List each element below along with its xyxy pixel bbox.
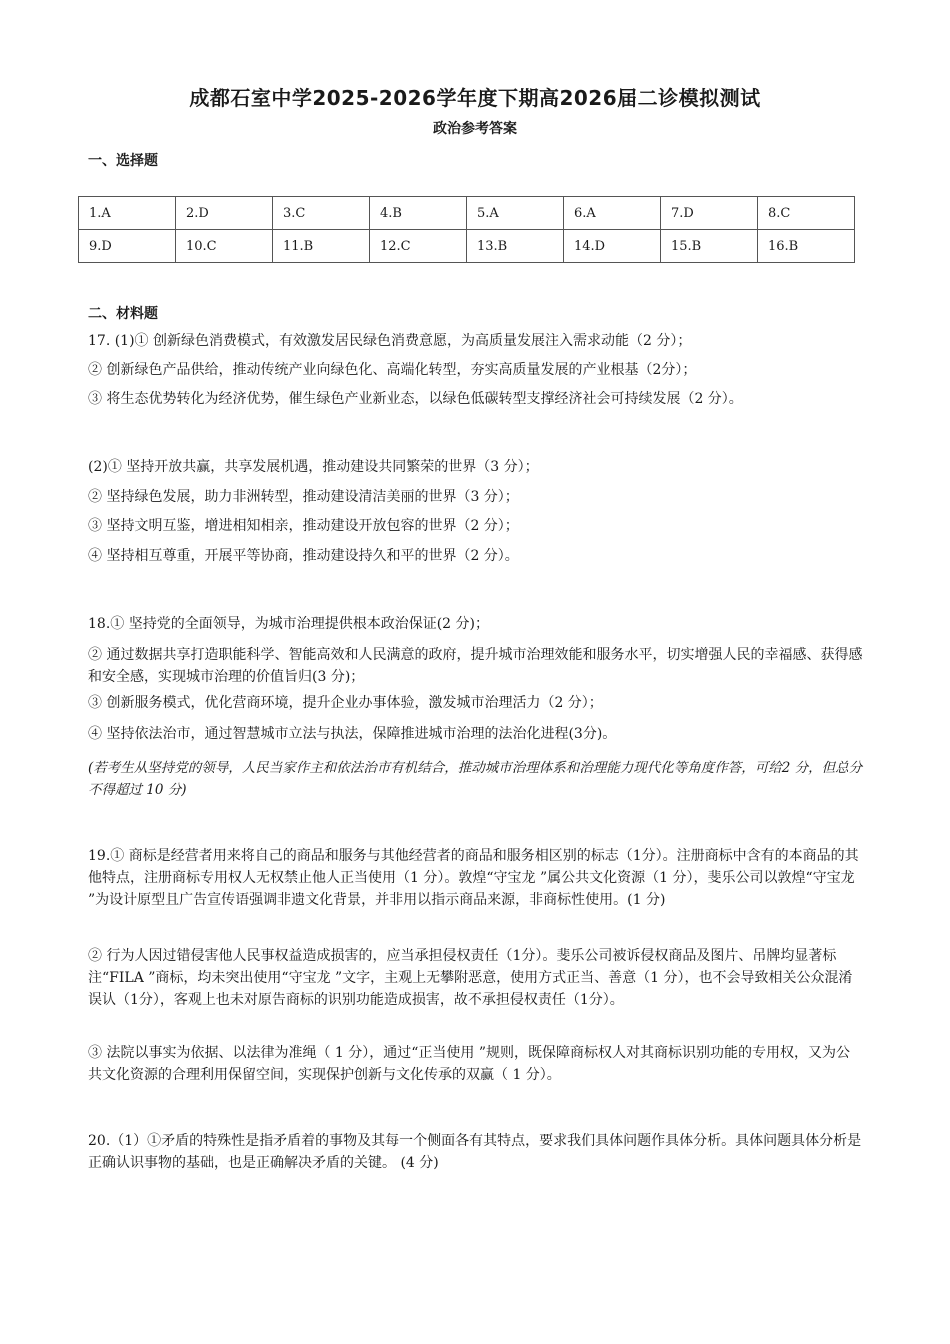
q17-part2-point2: ② 坚持绿色发展，助力非洲转型，推动建设清洁美丽的世界（3 分）； [88,489,519,505]
q17-part2-point1: (2)① 坚持开放共赢，共享发展机遇，推动建设共同繁荣的世界（3 分）； [88,459,539,475]
q19-point1: 19.① 商标是经营者用来将自己的商品和服务与其他经营者的商品和服务相区别的标志（1分）。注册商标中含有的本商品的其他特点，注册商标专用权人无权禁止他人正当使用（1 分）。敦煌“守宝龙 ”属公共文化资源（1 分），斐乐公司以敦煌“守宝龙 ”为设计原型且广告宣传语强调非遗文化背景，并非用以指示商品来源，非商标性使用。(1 分) [88,848,859,908]
answer-cell: 9.D [79,230,176,263]
answer-cell: 2.D [176,197,273,230]
answer-cell: 14.D [564,230,661,263]
q17-part1-point3: ③ 将生态优势转化为经济优势，催生绿色产业新业态，以绿色低碳转型支撑经济社会可持续发展（2 分）。 [88,391,743,407]
q17-part1-point1: 17. (1)① 创新绿色消费模式，有效激发居民绿色消费意愿，为高质量发展注入需求动能（2 分）； [88,333,692,349]
page-subtitle: 政治参考答案 [433,121,517,137]
answer-cell: 15.B [661,230,758,263]
q19-point3: ③ 法院以事实为依据、以法律为准绳（ 1 分），通过“正当使用 ”规则，既保障商标权人对其商标识别功能的专用权，又为公共文化资源的合理利用保留空间，实现保护创新与文化传承的双赢（ 1 分）。 [88,1045,851,1083]
q19-point2: ② 行为人因过错侵害他人民事权益造成损害的，应当承担侵权责任（1分）。斐乐公司被诉侵权商品及图片、吊牌均显著标注“FILA ”商标，均未突出使用“守宝龙 ”文字，主观上无攀附恶意，使用方式正当、善意（1 分），也不会导致相关公众混淆误认（1分），客观上也未对原告商标的识别功能造成损害，故不承担侵权责任（1分）。 [88,948,853,1008]
q18-point1: 18.① 坚持党的全面领导，为城市治理提供根本政治保证(2 分)； [88,616,489,632]
q18-scoring-note: (若考生从坚持党的领导，人民当家作主和依法治市有机结合，推动城市治理体系和治理能力现代化等角度作答，可给2 分，但总分不得超过 10 分) [88,760,863,798]
section-heading-choice: 一、选择题 [88,153,158,169]
q17-part1-point2: ② 创新绿色产品供给，推动传统产业向绿色化、高端化转型，夯实高质量发展的产业根基（2分）； [88,362,697,378]
answer-cell: 10.C [176,230,273,263]
answer-cell: 1.A [79,197,176,230]
answer-cell: 5.A [467,197,564,230]
q18-point2: ② 通过数据共享打造职能科学、智能高效和人民满意的政府，提升城市治理效能和服务水平，切实增强人民的幸福感、获得感和安全感，实现城市治理的价值旨归(3 分)； [88,647,863,685]
answer-cell: 12.C [370,230,467,263]
q18-point3: ③ 创新服务模式，优化营商环境，提升企业办事体验，激发城市治理活力（2 分）； [88,695,603,711]
q17-part2-point4: ④ 坚持相互尊重，开展平等协商，推动建设持久和平的世界（2 分）。 [88,548,519,564]
answer-cell: 4.B [370,197,467,230]
section-heading-material: 二、材料题 [88,306,158,322]
page-title: 成都石室中学2025-2026学年度下期高2026届二诊模拟测试 [189,86,761,110]
q18-point4: ④ 坚持依法治市，通过智慧城市立法与执法，保障推进城市治理的法治化进程(3分)。 [88,726,617,742]
table-row [79,230,855,263]
answer-cell: 3.C [273,197,370,230]
answer-cell: 7.D [661,197,758,230]
table-row [79,197,855,230]
answer-cell: 6.A [564,197,661,230]
q20-point1: 20.（1）①矛盾的特殊性是指矛盾着的事物及其每一个侧面各有其特点，要求我们具体问题作具体分析。具体问题具体分析是正确认识事物的基础，也是正确解决矛盾的关键。 (4 分) [88,1133,862,1171]
answer-table [78,196,855,263]
q17-part2-point3: ③ 坚持文明互鉴，增进相知相亲，推动建设开放包容的世界（2 分）； [88,518,519,534]
answer-cell: 11.B [273,230,370,263]
answer-cell: 16.B [758,230,855,263]
answer-cell: 8.C [758,197,855,230]
answer-cell: 13.B [467,230,564,263]
